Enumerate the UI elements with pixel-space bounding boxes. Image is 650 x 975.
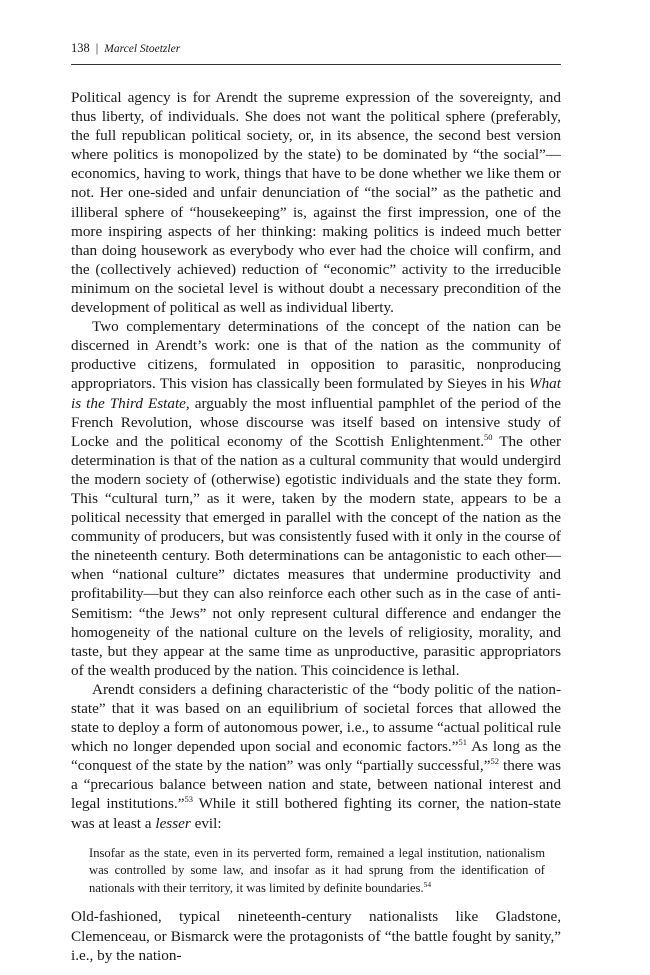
paragraph-3-text-e: evil: [190, 814, 222, 832]
running-head-author: Marcel Stoetzler [104, 43, 181, 55]
header-rule [71, 64, 561, 65]
emphasis-lesser: lesser [155, 814, 191, 832]
paragraph-2-text-b: arguably the most influential pamphlet of the period of the French Revolution, whose discourse was itself based on intensive study of Locke and the political economy of the Scottish Enlightenment. [71, 394, 561, 450]
paragraph-2 [71, 317, 561, 680]
footnote-ref-50[interactable]: 50 [484, 431, 493, 442]
paragraph-3-text-a: Arendt considers a defining characteristic of the “body politic of the nation-state” that it was based on an equilibrium of societal forces that allowed the state to deploy a form of autonomous power, i.e., to assume “actual political rule which no longer depended upon social and economic factors.” [71, 680, 561, 756]
page-number: 138 [71, 41, 90, 55]
block-quote [89, 845, 545, 898]
paragraph-4: Old-fashioned, typical nineteenth-century nationalists like Gladstone, Clemenceau, or Bismarck were the protagonists of “the battle fought by sanity,” i.e., by the nation- [71, 908, 561, 964]
paragraph-3-text-b: As long as the “conquest of the state by the nation” was only “partially successful,” [71, 738, 562, 775]
paragraph-3-text-c: there was a “precarious balance between nation and state, between national interest and legal institutions.” [71, 757, 561, 813]
paragraph-1: Political agency is for Arendt the supreme expression of the sovereignty, and thus liberty, of individuals. She does not want the political sphere (preferably, the full republican political society, or, in its absence, the second best version where politics is monopolized by the state) to be dominated by “the social”—economics, having to work, things that have to be done whether we like them or not. Her one-sided and unfair denunciation of “the social” as the pathetic and illiberal sphere of “housekeeping” is, against the first impression, one of the more inspiring aspects of her thinking: making politics is indeed much better than doing housework as everybody who ever had the choice will confirm, and the (collectively achieved) reduction of “economic” activity to the irreducible minimum on the societal level is without doubt a necessary precondition of the development of political as well as individual liberty. [71, 89, 561, 317]
block-quote-text: Insofar as the state, even in its perverted form, remained a legal institution, nationalism was controlled by some law, and insofar as it had sprung from the identification of nationals with their territory, it was limited by definite boundaries. [89, 845, 545, 895]
paragraph-3 [71, 680, 561, 833]
book-title-third-estate: What is the Third Estate, [71, 375, 561, 412]
footnote-ref-54[interactable]: 54 [423, 879, 432, 889]
paragraph-3-text-d: While it still bothered fighting its corner, the nation-state was at least a [71, 795, 561, 832]
footnote-ref-52[interactable]: 52 [490, 756, 499, 767]
page-body [71, 88, 561, 965]
footnote-ref-51[interactable]: 51 [458, 737, 467, 748]
paragraph-2-text-a: Two complementary determinations of the concept of the nation can be discerned in Arendt’s work: one is that of the nation as the community of productive citizens, formulated in opposition to parasitic, nonproducing appropriators. This vision has classically been formulated by Sieyes in his [71, 318, 561, 393]
paragraph-2-text-c: The other determination is that of the nation as a cultural community that would undergird the modern society of (otherwise) egotistic individuals and the state they form. This “cultural turn,” as it were, taken by the modern state, appears to be a political necessity that emerged in parallel with the concept of the nation as the community of producers, but was consistently fused with it only in the course of the nineteenth century. Both determinations can be antagonistic to each other—when “national culture” dictates measures that undermine productivity and profitability—but they can also reinforce each other such as in the case of anti-Semitism: “the Jews” not only represent cultural difference and endanger the homogeneity of the national culture on the levels of religiosity, morality, and taste, but they appear at the same time as unproductive, parasitic appropriators of the wealth produced by the nation. This coincidence is lethal. [71, 432, 562, 679]
header-separator: | [95, 41, 99, 55]
running-header [71, 40, 561, 57]
footnote-ref-53[interactable]: 53 [184, 794, 193, 805]
